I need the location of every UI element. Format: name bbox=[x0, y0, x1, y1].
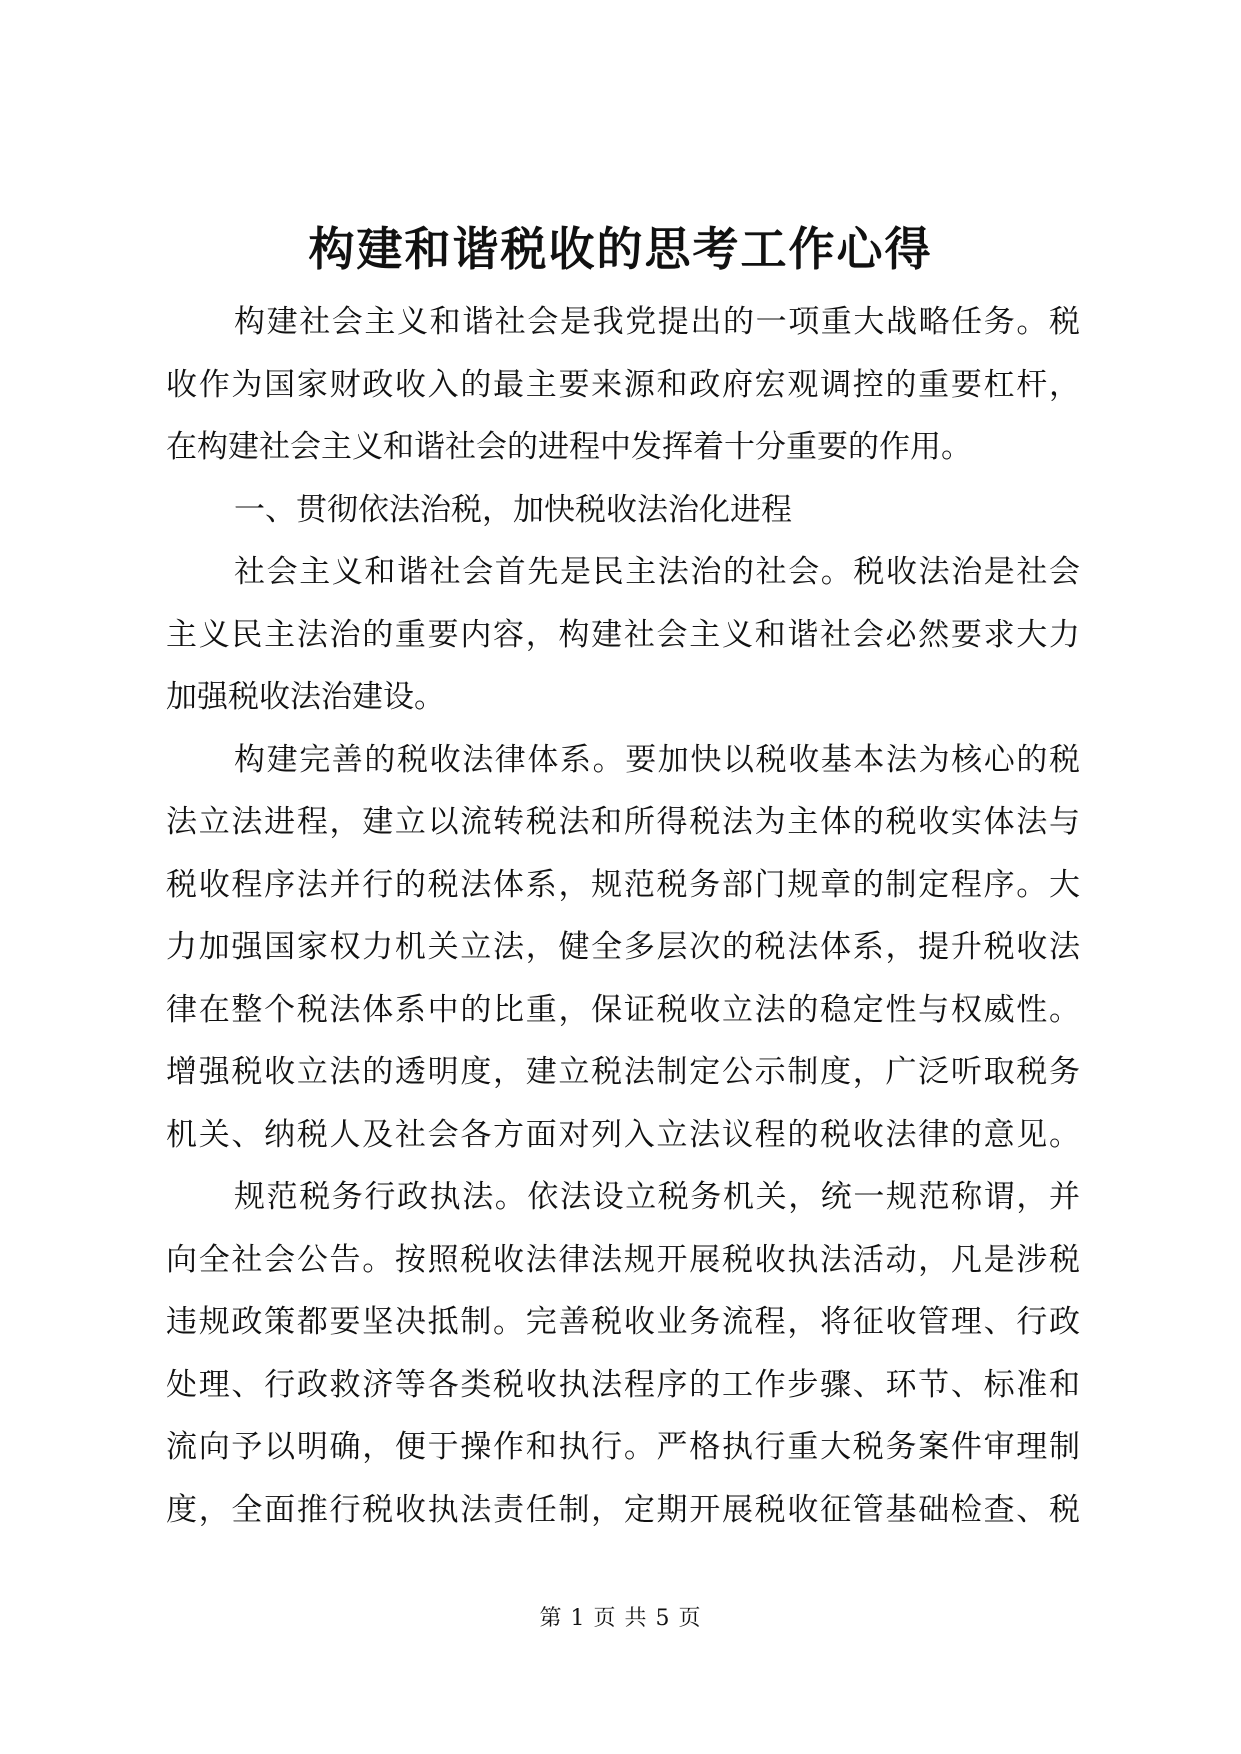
text-line: 加强税收法治建设。 bbox=[166, 679, 445, 715]
text-line: 律在整个税法体系中的比重，保证税收立法的稳定性与权威性。 bbox=[166, 991, 1080, 1028]
text-line: 机关、纳税人及社会各方面对列入立法议程的税收法律的意见。 bbox=[166, 1116, 1080, 1153]
text-line: 度，全面推行税收执法责任制，定期开展税收征管基础检查、税 bbox=[166, 1491, 1080, 1528]
text-line: 社会主义和谐社会首先是民主法治的社会。税收法治是社会 bbox=[234, 554, 1080, 590]
text-line: 法立法进程，建立以流转税法和所得税法为主体的税收实体法与 bbox=[166, 804, 1080, 840]
text-line: 在构建社会主义和谐社会的进程中发挥着十分重要的作用。 bbox=[166, 429, 972, 465]
text-line: 违规政策都要坚决抵制。完善税收业务流程，将征收管理、行政 bbox=[166, 1304, 1080, 1340]
document-title: 构建和谐税收的思考工作心得 bbox=[308, 222, 933, 276]
text-line: 处理、行政救济等各类税收执法程序的工作步骤、环节、标准和 bbox=[166, 1366, 1080, 1403]
document-body bbox=[166, 291, 1080, 1541]
text-line: 规范税务行政执法。依法设立税务机关，统一规范称谓，并 bbox=[234, 1179, 1080, 1215]
text-line: 力加强国家权力机关立法，健全多层次的税法体系，提升税收法 bbox=[166, 929, 1080, 965]
text-line: 构建完善的税收法律体系。要加快以税收基本法为核心的税 bbox=[234, 741, 1080, 778]
text-line: 构建社会主义和谐社会是我党提出的一项重大战略任务。税 bbox=[234, 304, 1080, 340]
page-footer: 第 1 页 共 5 页 bbox=[539, 1606, 702, 1631]
text-line: 向全社会公告。按照税收法律法规开展税收执法活动，凡是涉税 bbox=[166, 1241, 1080, 1278]
text-line: 收作为国家财政收入的最主要来源和政府宏观调控的重要杠杆， bbox=[166, 366, 1080, 403]
text-line: 主义民主法治的重要内容，构建社会主义和谐社会必然要求大力 bbox=[166, 616, 1080, 653]
text-line: 增强税收立法的透明度，建立税法制定公示制度，广泛听取税务 bbox=[166, 1054, 1080, 1090]
text-line: 流向予以明确，便于操作和执行。严格执行重大税务案件审理制 bbox=[166, 1429, 1080, 1465]
section-heading: 一、贯彻依法治税，加快税收法治化进程 bbox=[234, 491, 792, 528]
text-line: 税收程序法并行的税法体系，规范税务部门规章的制定程序。大 bbox=[166, 866, 1080, 903]
